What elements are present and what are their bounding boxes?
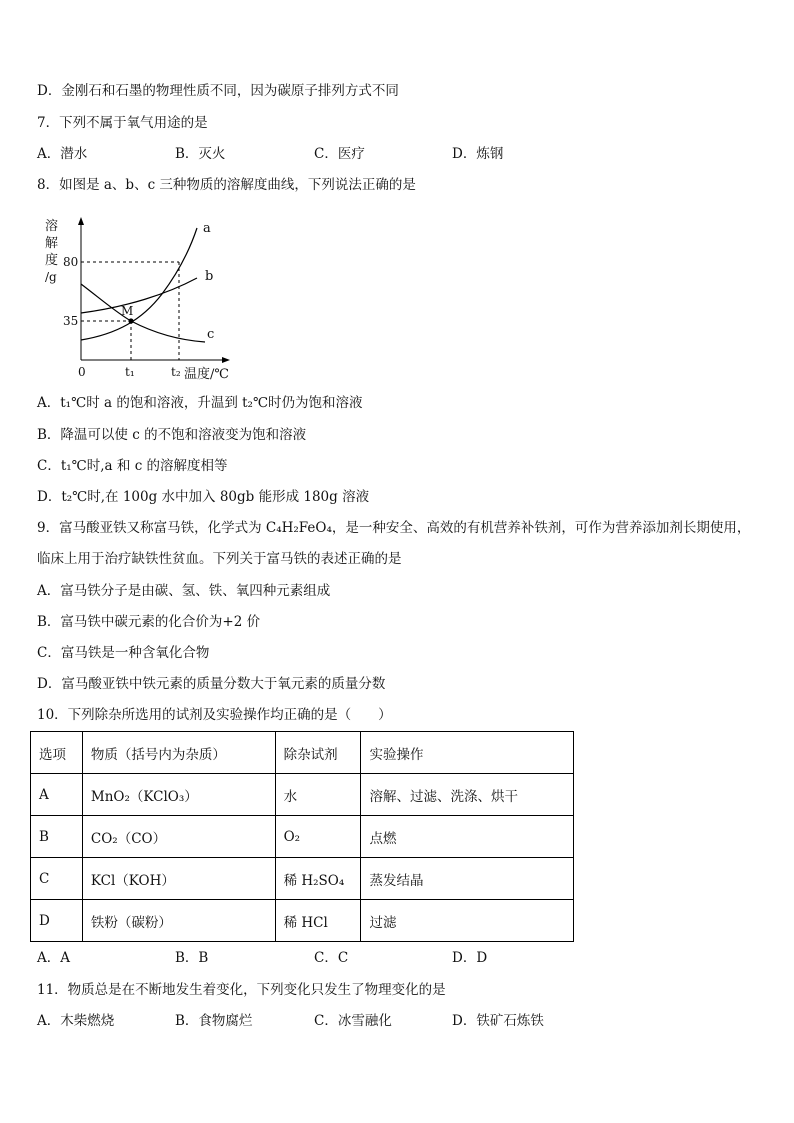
x-axis-arrow xyxy=(222,357,230,363)
table-cell: C xyxy=(31,858,83,900)
q10-option-c: C．C xyxy=(314,950,349,966)
table-cell: KCl（KOH） xyxy=(82,858,275,900)
table-row xyxy=(31,774,574,816)
point-m xyxy=(128,318,133,323)
q7-option-a: A．潜水 xyxy=(37,146,88,162)
q7-stem: 7．下列不属于氧气用途的是 xyxy=(37,115,208,131)
curve-a xyxy=(81,228,197,340)
q8-option-d: D．t₂℃时,在 100g 水中加入 80gb 能形成 180g 溶液 xyxy=(37,489,370,505)
table-cell: 溶解、过滤、洗涤、烘干 xyxy=(361,774,574,816)
q9-option-d: D．富马酸亚铁中铁元素的质量分数大于氧元素的质量分数 xyxy=(37,676,386,692)
table-cell: 点燃 xyxy=(361,816,574,858)
q11-option-c: C．冰雪融化 xyxy=(314,1013,392,1029)
q7-option-c: C．医疗 xyxy=(314,146,365,162)
q9-option-a: A．富马铁分子是由碳、氢、铁、氧四种元素组成 xyxy=(37,583,331,599)
q10-option-b: B．B xyxy=(175,950,209,966)
x-axis-label: 温度/℃ xyxy=(184,367,229,382)
q11-option-b: B．食物腐烂 xyxy=(175,1013,253,1029)
q8-option-a: A．t₁℃时 a 的饱和溶液，升温到 t₂℃时仍为饱和溶液 xyxy=(37,395,363,411)
table-row xyxy=(31,858,574,900)
table-row xyxy=(31,900,574,942)
curve-c-label: c xyxy=(207,327,215,342)
q10-options xyxy=(37,949,757,967)
y-label-2: 解 xyxy=(45,236,59,251)
q9-option-c: C．富马铁是一种含氧化合物 xyxy=(37,645,210,661)
table-cell: 蒸发结晶 xyxy=(361,858,574,900)
solubility-curve-figure xyxy=(37,212,237,387)
y-label-1: 溶 xyxy=(45,219,59,234)
point-m-label: M xyxy=(121,304,134,318)
y-axis-arrow xyxy=(78,217,84,225)
q7-option-b: B．灭火 xyxy=(175,146,226,162)
table-header-cell: 除杂试剂 xyxy=(275,732,361,774)
table-cell: A xyxy=(31,774,83,816)
q6-option-d: D．金刚石和石墨的物理性质不同，因为碳原子排列方式不同 xyxy=(37,83,399,99)
y-tick-80: 80 xyxy=(63,255,79,269)
origin-label: 0 xyxy=(78,365,86,379)
table-cell: O₂ xyxy=(275,816,361,858)
q10-option-d: D．D xyxy=(452,950,488,966)
q7-options xyxy=(37,145,757,163)
curve-c xyxy=(81,284,205,342)
y-tick-35: 35 xyxy=(63,314,79,328)
q8-option-b: B．降温可以使 c 的不饱和溶液变为饱和溶液 xyxy=(37,427,307,443)
table-cell: 稀 HCl xyxy=(275,900,361,942)
table-cell: 稀 H₂SO₄ xyxy=(275,858,361,900)
q11-options xyxy=(37,1012,757,1030)
table-header-cell: 选项 xyxy=(31,732,83,774)
y-label-3: 度 xyxy=(45,253,59,268)
table-row xyxy=(31,816,574,858)
q11-stem: 11．物质总是在不断地发生着变化，下列变化只发生了物理变化的是 xyxy=(37,982,446,998)
curve-a-label: a xyxy=(203,221,211,236)
table-cell: 铁粉（碳粉） xyxy=(82,900,275,942)
curve-b xyxy=(81,278,197,313)
q7-option-d: D．炼钢 xyxy=(452,146,504,162)
q8-option-c: C．t₁℃时,a 和 c 的溶解度相等 xyxy=(37,458,228,474)
table-cell: MnO₂（KClO₃） xyxy=(82,774,275,816)
q11-option-d: D．铁矿石炼铁 xyxy=(452,1013,544,1029)
q11-option-a: A．木柴燃烧 xyxy=(37,1013,115,1029)
table-cell: B xyxy=(31,816,83,858)
table-cell: 水 xyxy=(275,774,361,816)
table-cell: D xyxy=(31,900,83,942)
q10-table xyxy=(30,731,574,942)
table-header-cell: 物质（括号内为杂质） xyxy=(82,732,275,774)
table-header-cell: 实验操作 xyxy=(361,732,574,774)
curve-b-label: b xyxy=(205,269,214,284)
x-tick-t2: t₂ xyxy=(171,365,181,379)
y-label-unit: /g xyxy=(45,270,57,284)
q10-stem: 10．下列除杂所选用的试剂及实验操作均正确的是（ ） xyxy=(37,707,392,723)
table-cell: 过滤 xyxy=(361,900,574,942)
q10-option-a: A．A xyxy=(37,950,70,966)
table-cell: CO₂（CO） xyxy=(82,816,275,858)
x-tick-t1: t₁ xyxy=(125,365,135,379)
q9-stem-line-2: 临床上用于治疗缺铁性贫血。下列关于富马铁的表述正确的是 xyxy=(37,551,402,567)
q9-stem-line-1: 9．富马酸亚铁又称富马铁，化学式为 C₄H₂FeO₄，是一种安全、高效的有机营养补铁剂，可作为营养添加剂长期使用， xyxy=(37,520,751,536)
table-header-row xyxy=(31,732,574,774)
q9-option-b: B．富马铁中碳元素的化合价为+2 价 xyxy=(37,614,261,630)
q8-stem: 8．如图是 a、b、c 三种物质的溶解度曲线，下列说法正确的是 xyxy=(37,177,416,193)
